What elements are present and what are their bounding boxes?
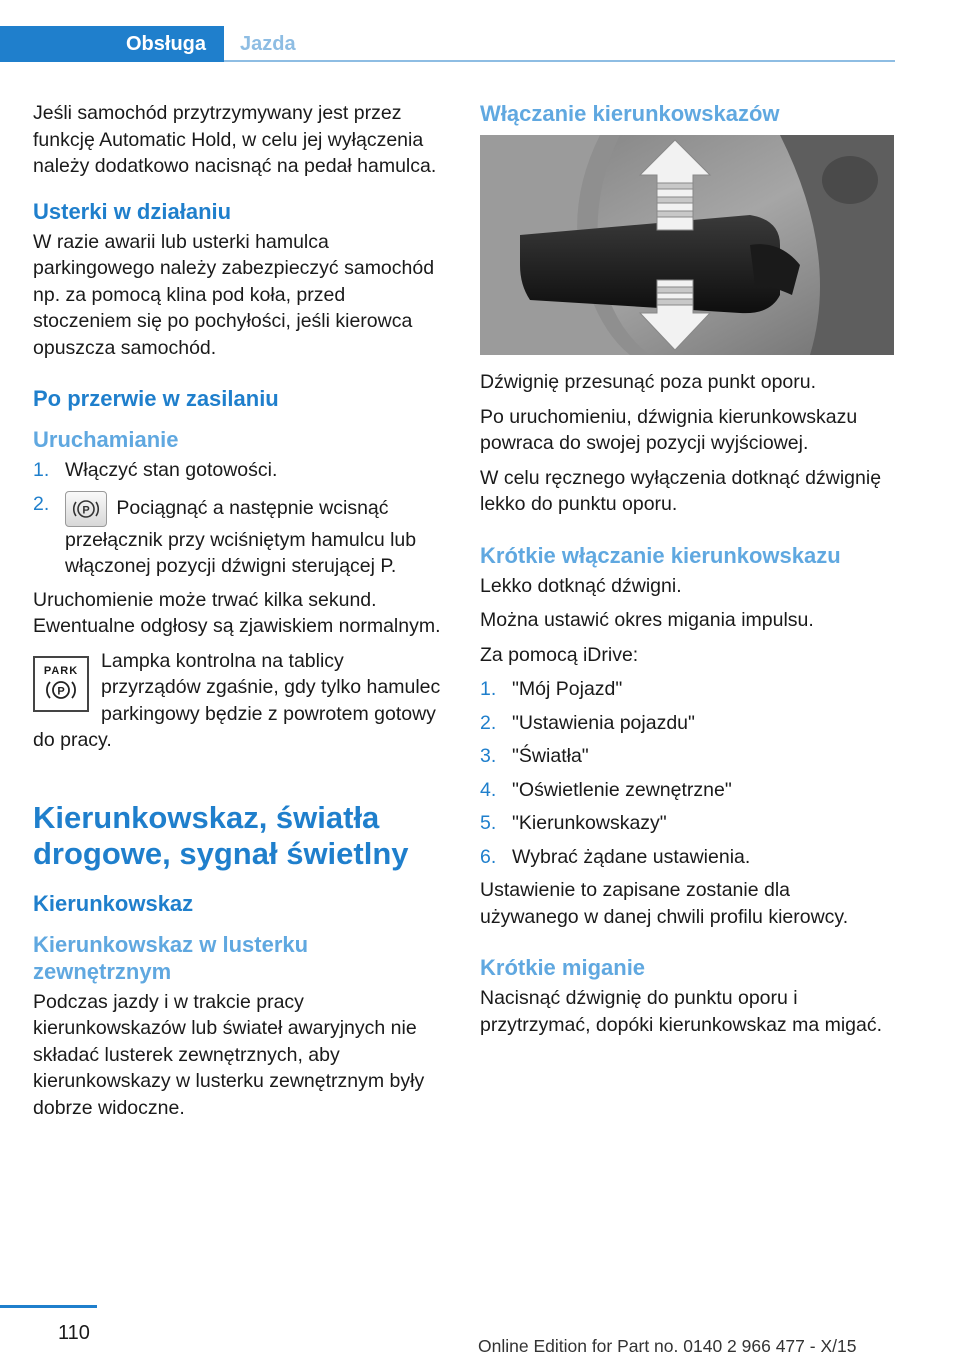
turn-heading: Kierunkowskaz: [33, 890, 194, 916]
tab-jazda[interactable]: Jazda: [240, 32, 296, 55]
step-number: 1.: [33, 459, 50, 481]
step-number: 6.: [480, 845, 497, 868]
list-item: [480, 810, 894, 837]
start-steps: [33, 457, 447, 580]
footer-divider: [0, 1305, 97, 1308]
list-item: [480, 743, 894, 770]
indicator-label: PARK: [43, 665, 79, 677]
flash-heading: Krótkie miganie: [480, 955, 646, 980]
step-number: 4.: [480, 778, 497, 801]
step-text: Włączyć stan gotowości.: [65, 459, 278, 481]
step-text: "Mój Pojazd": [512, 678, 623, 700]
short-heading: Krótkie włączanie kierunkowskazu: [480, 542, 841, 568]
parking-brake-switch-icon: [65, 491, 107, 527]
indicator-note: [33, 648, 447, 762]
list-item: [33, 457, 447, 484]
step-text: "Ustawienia pojazdu": [512, 711, 695, 734]
step-text: "Oświetlenie zewnętrzne": [512, 778, 732, 801]
flash-paragraph: Nacisnąć dźwignię do punktu oporu i przytrzymać, dopóki kierunkowskaz ma migać.: [480, 987, 883, 1036]
enable-heading: Włączanie kierunkowskazów: [480, 101, 780, 126]
step-number: 1.: [480, 678, 497, 700]
malfunction-paragraph: W razie awarii lub usterki hamulca parkingowego należy zabezpieczyć samochód np. za pomocą klina pod koła, przed stoczeniem się po pochyłości, jeśli kierowca opuszcza samochód.: [33, 230, 435, 359]
svg-text:P: P: [82, 504, 90, 516]
step-number: 3.: [480, 745, 497, 767]
lamp-text: Lampka kontrolna na tablicy przyrządów zgaśnie, gdy tylko hamulec parkingowy będzie z powrotem gotowy do pracy.: [33, 649, 441, 751]
short-p3: Za pomocą iDrive:: [480, 643, 639, 666]
step-number: 5.: [480, 812, 497, 834]
section-heading: Kierunkowskaz, światła drogowe, sygnał świetlny: [33, 799, 409, 871]
list-item: [33, 491, 447, 580]
step-number: 2.: [480, 711, 497, 734]
startup-note: Uruchomienie może trwać kilka sekund. Ewentualne odgłosy są zjawiskiem normalnym.: [33, 588, 441, 637]
step-number: 2.: [33, 492, 50, 515]
right-column: [480, 100, 894, 1046]
page-number: 110: [58, 1322, 90, 1344]
park-indicator-icon: [33, 656, 89, 712]
mirror-paragraph: Podczas jazdy i w trakcie pracy kierunkowskazów lub świateł awaryjnych nie składać lusterek zewnętrznych, aby kierunkowskazy w lusterku zewnętrznym były dobrze widoczne.: [33, 990, 425, 1119]
step-text: Pociągnąć a następnie wcisnąć przełącznik przy wciśniętym hamulcu lub włączonej pozycji dźwigni sterującej P.: [65, 496, 417, 577]
step-text: "Kierunkowskazy": [512, 812, 667, 834]
malfunction-heading: Usterki w działaniu: [33, 198, 232, 224]
edition-text: Online Edition for Part no. 0140 2 966 477 - X/15: [478, 1336, 857, 1356]
enable-p3: W celu ręcznego wyłączenia dotknąć dźwignię lekko do punktu oporu.: [480, 466, 882, 515]
power-heading: Po przerwie w zasilaniu: [33, 386, 279, 411]
list-item: [480, 710, 894, 737]
turn-signal-lever-photo: [480, 135, 894, 355]
list-item: [480, 676, 894, 703]
enable-p2: Po uruchomieniu, dźwignia kierunkowskazu powraca do swojej pozycji wyjściowej.: [480, 405, 858, 454]
tab-obsluga[interactable]: Obsługa: [0, 26, 224, 62]
enable-p1: Dźwignię przesunąć poza punkt oporu.: [480, 371, 817, 393]
saved-note: Ustawienie to zapisane zostanie dla używanego w danej chwili profilu kierowcy.: [480, 879, 849, 928]
header-divider: [224, 60, 895, 62]
header-tabs: [0, 0, 895, 64]
left-column: [33, 100, 447, 1129]
short-p2: Można ustawić okres migania impulsu.: [480, 609, 814, 631]
list-item: [480, 777, 894, 804]
intro-paragraph: Jeśli samochód przytrzymywany jest przez funkcję Automatic Hold, w celu jej wyłączenia należy dodatkowo nacisnąć na pedał hamulca.: [33, 102, 437, 177]
idrive-steps: [480, 676, 894, 870]
short-p1: Lekko dotknąć dźwigni.: [480, 574, 682, 597]
svg-text:P: P: [57, 685, 65, 698]
step-text: Wybrać żądane ustawienia.: [512, 845, 751, 868]
step-text: "Światła": [512, 745, 589, 767]
mirror-heading: Kierunkowskaz w lusterku zewnętrznym: [33, 931, 309, 984]
start-heading: Uruchamianie: [33, 427, 179, 452]
list-item: [480, 844, 894, 871]
